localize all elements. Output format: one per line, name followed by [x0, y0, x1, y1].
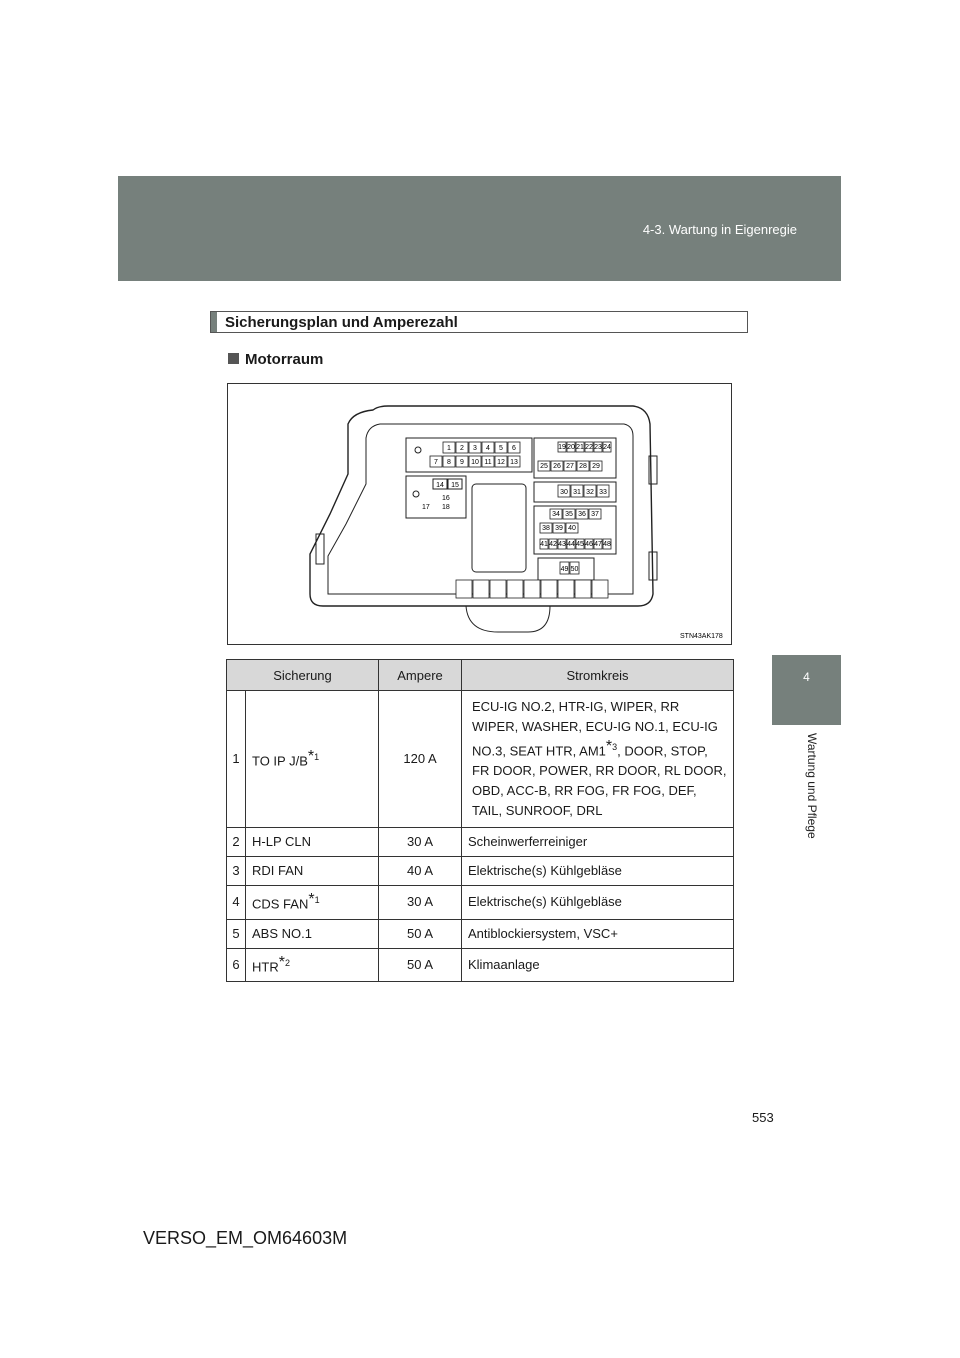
- section-title: 4-3. Wartung in Eigenregie: [642, 222, 797, 237]
- fuse-row-2: [430, 456, 520, 467]
- header-bar: [118, 176, 841, 281]
- fuse-label-27: 27: [566, 463, 574, 470]
- page-number: 553: [752, 1110, 774, 1125]
- section-heading-text: Sicherungsplan und Amperezahl: [225, 314, 458, 331]
- fuse-row-38-40: [540, 523, 578, 533]
- fuse-label-12: 12: [497, 459, 505, 466]
- fuse-circuit: Klimaanlage: [462, 948, 734, 981]
- fuse-label-37: 37: [591, 511, 599, 518]
- fuse-18: 18: [442, 504, 450, 511]
- section-heading: [210, 311, 748, 333]
- fuse-label-25: 25: [540, 463, 548, 470]
- large-fuse: [473, 580, 489, 598]
- fuse-row-41-48: [540, 539, 611, 549]
- table-row: [227, 948, 734, 981]
- table-header-row: [227, 660, 734, 691]
- fuse-label-42: 42: [549, 541, 557, 548]
- large-fuse: [575, 580, 591, 598]
- fuse-name: H-LP CLN: [246, 828, 379, 857]
- large-fuse: [558, 580, 574, 598]
- header-stromkreis: Stromkreis: [462, 660, 734, 691]
- fuse-name: ABS NO.1: [246, 919, 379, 948]
- fuse-label-45: 45: [576, 541, 584, 548]
- fuse-label-40: 40: [568, 525, 576, 532]
- fuse-14: 14: [436, 482, 444, 489]
- fuse-label-44: 44: [567, 541, 575, 548]
- fuse-label-47: 47: [594, 541, 602, 548]
- large-fuse: [490, 580, 506, 598]
- fuse-label-48: 48: [603, 541, 611, 548]
- fuse-label-10: 10: [471, 459, 479, 466]
- fuse-label-39: 39: [555, 525, 563, 532]
- fuse-name: HTR*$^2$: [246, 948, 379, 981]
- fuse-number: 6: [227, 948, 246, 981]
- fuse-ampere: 120 A: [379, 691, 462, 828]
- fuse-box-diagram: [227, 383, 732, 645]
- large-fuse: [541, 580, 557, 598]
- fuse-label-5: 5: [499, 445, 503, 452]
- fuse-number: 2: [227, 828, 246, 857]
- fuse-circuit: ECU-IG NO.2, HTR-IG, WIPER, RR WIPER, WASHER, ECU-IG NO.1, ECU-IG NO.3, SEAT HTR, AM1*$^3$, DOOR, STOP, FR DOOR, POWER, RR DOOR, RL DOOR, OBD, ACC-B, RR FOG, FR FOG, DEF, TAIL, SUNROOF, DRL: [462, 691, 734, 828]
- fuse-label-1: 1: [447, 445, 451, 452]
- fuse-ampere: 30 A: [379, 886, 462, 919]
- table-row: [227, 828, 734, 857]
- fuse-label-33: 33: [599, 489, 607, 496]
- fuse-ampere: 30 A: [379, 828, 462, 857]
- fuse-label-50: 50: [570, 566, 579, 573]
- subheading: [228, 351, 323, 368]
- figure-code: STN43AK178: [680, 633, 723, 640]
- fuse-label-2: 2: [460, 445, 464, 452]
- fuse-17: 17: [422, 504, 430, 511]
- fuse-circuit: Antiblockiersystem, VSC+: [462, 919, 734, 948]
- table-row: [227, 857, 734, 886]
- fuse-label-30: 30: [560, 489, 568, 496]
- fuse-label-28: 28: [579, 463, 587, 470]
- fuse-label-43: 43: [558, 541, 566, 548]
- fuse-label-13: 13: [510, 459, 518, 466]
- fuse-label-3: 3: [473, 445, 477, 452]
- fuse-label-29: 29: [592, 463, 600, 470]
- fuse-label-21: 21: [576, 444, 584, 451]
- fuse-name: TO IP J/B*$^1$: [246, 691, 379, 828]
- large-fuse: [456, 580, 472, 598]
- large-fuse: [592, 580, 608, 598]
- fuse-label-11: 11: [484, 459, 492, 466]
- fuse-label-49: 49: [560, 566, 569, 573]
- square-bullet-icon: [228, 353, 239, 364]
- fuse-name: CDS FAN*$^1$: [246, 886, 379, 919]
- subheading-text: Motorraum: [245, 351, 324, 368]
- large-fuse: [524, 580, 540, 598]
- footer-code: VERSO_EM_OM64603M: [143, 1228, 348, 1248]
- fuse-label-36: 36: [578, 511, 586, 518]
- fuse-15: 15: [451, 482, 459, 489]
- bottom-fuses: [456, 580, 608, 598]
- fuse-label-7: 7: [434, 459, 438, 466]
- fuse-label-38: 38: [542, 525, 550, 532]
- fuse-label-19: 19: [558, 444, 566, 451]
- table-row: [227, 919, 734, 948]
- fuse-row-25-29: [538, 461, 602, 471]
- chapter-label: Wartung und Pflege: [805, 733, 819, 839]
- fuse-16: 16: [442, 495, 450, 502]
- fuse-number: 4: [227, 886, 246, 919]
- fuse-label-24: 24: [603, 444, 611, 451]
- large-fuse: [507, 580, 523, 598]
- fuse-number: 1: [227, 691, 246, 828]
- heading-accent: [211, 312, 217, 332]
- fuse-ampere: 50 A: [379, 919, 462, 948]
- fuse-circuit: Elektrische(s) Kühlgebläse: [462, 857, 734, 886]
- fuse-row-19-24: [558, 442, 611, 452]
- fuse-table: [226, 659, 734, 982]
- fuse-circuit: Scheinwerferreiniger: [462, 828, 734, 857]
- fuse-ampere: 50 A: [379, 948, 462, 981]
- fuse-label-34: 34: [552, 511, 560, 518]
- fuse-number: 3: [227, 857, 246, 886]
- fuse-label-9: 9: [460, 459, 464, 466]
- fuse-label-41: 41: [540, 541, 548, 548]
- chapter-tab: [772, 655, 841, 725]
- fuse-label-4: 4: [486, 445, 490, 452]
- fuse-box-illustration: [228, 384, 731, 644]
- table-row: [227, 886, 734, 919]
- fuse-number: 5: [227, 919, 246, 948]
- fuse-label-35: 35: [565, 511, 573, 518]
- table-row: [227, 691, 734, 828]
- fuse-name: RDI FAN: [246, 857, 379, 886]
- fuse-label-6: 6: [512, 445, 516, 452]
- fuse-label-23: 23: [594, 444, 602, 451]
- fuse-label-26: 26: [553, 463, 561, 470]
- chapter-number: 4: [803, 670, 810, 684]
- fuse-label-31: 31: [573, 489, 581, 496]
- header-ampere: Ampere: [379, 660, 462, 691]
- fuse-label-46: 46: [585, 541, 593, 548]
- fuse-ampere: 40 A: [379, 857, 462, 886]
- fuse-label-22: 22: [585, 444, 593, 451]
- fuse-label-20: 20: [567, 444, 575, 451]
- fuse-circuit: Elektrische(s) Kühlgebläse: [462, 886, 734, 919]
- header-sicherung: Sicherung: [227, 660, 379, 691]
- fuse-label-8: 8: [447, 459, 451, 466]
- fuse-label-32: 32: [586, 489, 594, 496]
